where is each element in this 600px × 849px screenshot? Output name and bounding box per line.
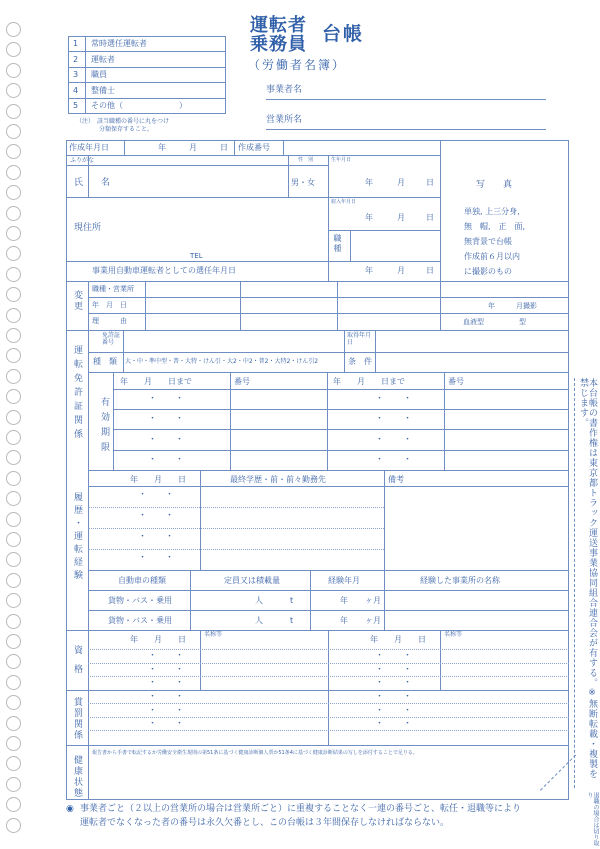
binder-hole [6,63,21,78]
date-separator: ・ [148,414,158,425]
history-row[interactable] [89,487,383,507]
date-separator: ・ [148,719,158,729]
date-separator: ・ [165,553,175,563]
valid-number-header-2: 番号 [448,377,464,386]
history-school-header: 最終学歴・前・前々勤務先 [230,475,326,484]
date-separator: ・ [375,454,385,465]
condition-field[interactable] [376,353,568,371]
validity-row[interactable] [328,410,568,429]
binder-hole [6,389,21,404]
name-field[interactable] [89,166,287,196]
address-label: 現住所 [74,223,102,233]
create-number-label: 作成番号 [238,143,270,152]
date-separator: ・ [148,692,158,702]
date-separator: ・ [175,664,185,675]
binder-hole [6,573,21,588]
valid-date-header-2: 年 月 日まで [333,377,405,386]
date-separator: ・ [175,705,185,716]
title-line2: 乗務員 [250,34,307,55]
change-row-label: 職種・営業所 [92,285,134,293]
name-label: 氏 名 [74,178,111,188]
change-row-field[interactable] [146,314,439,329]
job-type-number[interactable]: 2 [73,54,79,64]
reward-field-2[interactable] [329,691,568,744]
photo-instruction: 単独, 上三分身, [464,207,520,216]
job-type-number[interactable]: 5 [73,101,79,111]
binder-hole [6,695,21,710]
photo-instruction: 無 帽, 正 面, [464,222,526,231]
condition-label: 条 件 [348,357,372,366]
photo-instruction: 作成前６月以内 [464,252,520,261]
date-separator: ・ [165,511,175,521]
date-separator: ・ [175,394,185,404]
type-note-1: （注） 該当職種の番号に丸をつけ [76,118,170,125]
date-separator: ・ [403,705,413,716]
binder-hole [6,22,21,37]
birth-date-field[interactable] [329,166,439,196]
license-number-field[interactable] [124,331,343,351]
binder-hole [6,348,21,363]
title-subtitle: （労働者名簿） [248,58,347,72]
history-row[interactable] [89,529,383,549]
date-separator: ・ [403,454,413,465]
date-separator: ・ [148,434,158,445]
date-separator: ・ [375,434,385,445]
date-separator: ・ [375,692,385,702]
business-name-field[interactable] [266,99,546,100]
binder-hole [6,246,21,261]
date-separator: ・ [148,678,158,688]
change-label: 変更 [72,290,82,312]
footer-line2: 運転者でなくなった者の番号は永久欠番とし、この台帳は３年間保存しなければならない。 [80,818,450,828]
date-separator: ・ [375,394,385,404]
health-note: 報告書から手書で転記するか労働安全衛生規則の第51条に基づく健康診断個人票か51条4に基づく健康診断結果の写しを添付することで足りる。 [92,750,418,756]
qualification-name-header-2: 名称等 [444,631,463,638]
date-separator: ・ [175,651,185,661]
qualification-label: 資格 [72,645,82,683]
vehicle-type-header: 自動車の種類 [118,576,166,585]
date-separator: ・ [403,664,413,675]
date-separator: ・ [175,454,185,465]
date-separator: ・ [375,664,385,675]
date-separator: ・ [403,692,413,702]
job-type-label: その他（ ） [91,101,187,111]
qualification-field[interactable] [89,646,327,689]
binder-hole [6,614,21,629]
binder-hole [6,124,21,139]
vehicle-type-options[interactable]: 貨物・バス・乗用 [108,596,172,605]
binder-hole [6,552,21,567]
change-row-label: 年 月 日 [92,301,127,309]
date-separator: ・ [403,651,413,661]
history-remarks-header: 備考 [388,475,404,484]
furigana-field[interactable] [89,157,287,165]
job-type-number[interactable]: 1 [73,39,79,48]
create-date-field[interactable] [125,141,233,155]
binder-hole [6,430,21,445]
capacity-header: 定員又は積載量 [224,576,280,585]
validity-row[interactable] [328,431,568,450]
binder-hole [6,716,21,731]
photo-date: 年 月撮影 [488,302,537,310]
binder-hole [6,450,21,465]
tel-label: TEL [190,252,203,260]
license-types[interactable]: 大・中・準中型・普・大特・けん引・大2・中2・普2・大特2・けん引2 [125,358,319,365]
date-separator: ・ [375,678,385,688]
binder-hole [6,756,21,771]
validity-row[interactable] [328,390,568,409]
binder-hole [6,593,21,608]
office-name-field[interactable] [266,129,546,130]
copyright-note: 本台帳の書作権は東京都トラック運送事業協同組合連合会が有する。※無断転載・複製を禁じます。 [578,378,597,779]
date-separator: ・ [138,553,148,563]
history-remarks-field[interactable] [385,487,568,569]
qualification-date-header: 年 月 日 [130,635,186,644]
date-separator: ・ [375,719,385,729]
binder-hole [6,226,21,241]
date-separator: ・ [403,394,413,404]
validity-row[interactable] [114,410,327,429]
binder-hole [6,491,21,506]
experience-office-field[interactable] [385,611,568,630]
history-label: 履歴・運転経験 [72,492,82,583]
photo-label: 写 真 [476,180,513,190]
photo-area[interactable] [441,141,568,296]
change-row-label: 理 由 [92,317,127,325]
change-row-field[interactable] [146,298,439,313]
date-separator: ・ [403,414,413,425]
job-type-number[interactable]: 3 [73,70,79,80]
health-field[interactable] [89,760,568,799]
date-separator: ・ [403,678,413,688]
hire-date-field[interactable] [329,207,439,229]
business-name-label: 事業者名 [266,85,303,95]
binder-hole [6,654,21,669]
acquired-label: 取得年月日 [347,332,372,346]
create-date-label: 作成年月日 [69,143,109,152]
valid-date-header: 年 月 日まで [120,377,192,386]
validity-label: 有効期限 [99,397,109,457]
date-separator: ・ [138,511,148,521]
footer-mark: ◉ [66,804,74,814]
binder-hole [6,308,21,323]
photo-instruction: に撮影のもの [464,267,512,276]
validity-row[interactable] [114,431,327,450]
binder-hole [6,818,21,833]
date-separator: ・ [148,664,158,675]
binder-hole [6,797,21,812]
validity-row[interactable] [114,451,327,470]
experience-office-header: 経験した事業所の名称 [420,576,500,585]
binder-hole [6,104,21,119]
binder-hole [6,634,21,649]
binder-hole [6,736,21,751]
date-separator: ・ [375,414,385,425]
date-separator: ・ [148,705,158,716]
history-row[interactable] [89,550,383,570]
binder-hole [6,410,21,425]
date-separator: ・ [403,719,413,729]
selection-date-label: 事業用自動車運転者としての選任年月日 [92,266,236,275]
type-note-2: 分類保存すること。 [99,126,154,133]
date-separator: ・ [148,394,158,404]
binder-hole [6,328,21,343]
corner-note: 退職の場合は切り取り [586,792,599,846]
photo-instruction: 無背景で台帳 [464,237,512,246]
binder-hole [6,165,21,180]
binder-hole [6,206,21,221]
address-field[interactable] [89,198,327,260]
sex-value: 男・女 [291,178,315,187]
valid-number-header: 番号 [234,377,250,386]
validity-row[interactable] [114,390,327,409]
date-separator: ・ [403,434,413,445]
binder-hole [6,777,21,792]
date-separator: ・ [175,414,185,425]
binder-hole [6,144,21,159]
experience-office-field[interactable] [385,591,568,610]
binder-hole [6,675,21,690]
binder-hole [6,471,21,486]
date-separator: ・ [148,454,158,465]
history-row[interactable] [89,508,383,528]
qualification-date-header-2: 年 月 日 [370,635,426,644]
job-type-label: 職員 [91,70,107,80]
job-type-label: 運転者 [91,54,115,64]
footer-line1: 事業者ごと（２以上の営業所の場合は営業所ごと）に重複することなく一連の番号ごと、転任・退職等により [80,804,522,814]
validity-row[interactable] [328,451,568,470]
binder-hole [6,532,21,547]
reward-field[interactable] [89,691,327,744]
job-type-number[interactable]: 4 [73,85,79,95]
create-number-field[interactable] [284,141,440,155]
date-separator: ・ [165,532,175,542]
binder-hole [6,287,21,302]
date-separator: ・ [375,651,385,661]
binder-hole [6,42,21,57]
qualification-field-2[interactable] [329,646,568,689]
binder-hole [6,83,21,98]
license-number-label: 免許証番号 [102,332,121,346]
date-separator: ・ [165,490,175,500]
furigana-label: ふりがな [70,157,95,164]
binder-hole [6,369,21,384]
binder-hole [6,185,21,200]
binder-hole [6,267,21,282]
title-line1: 運転者 [250,15,307,36]
job-label: 職種 [333,234,342,254]
date-separator: ・ [175,434,185,445]
job-type-label: 整備士 [91,85,115,95]
qualification-name-header: 名称等 [204,631,223,638]
license-label: 運転免許証関係 [72,345,82,443]
date-separator: ・ [148,651,158,661]
acquired-date-field[interactable] [376,331,568,351]
date-separator: ・ [175,719,185,729]
vehicle-type-options[interactable]: 貨物・バス・乗用 [108,616,172,625]
title-ledger: 台帳 [322,23,365,45]
license-type-label: 種 類 [93,357,117,366]
job-type-label: 常時選任運転者 [91,39,147,48]
office-name-label: 営業所名 [266,115,303,125]
date-separator: ・ [138,490,148,500]
history-date-header: 年 月 日 [130,475,186,484]
health-label: 健康状態 [72,755,82,799]
reward-label: 賞罰関係 [72,697,82,741]
date-separator: ・ [175,678,185,688]
date-separator: ・ [375,705,385,716]
selection-date-field[interactable] [329,262,439,280]
date-separator: ・ [175,692,185,702]
change-row-field[interactable] [146,282,439,297]
experience-years-header: 経験年月 [328,576,360,585]
blood-type: 血液型 型 [463,318,526,326]
date-separator: ・ [138,532,148,542]
job-field[interactable] [351,231,439,260]
binder-hole [6,512,21,527]
